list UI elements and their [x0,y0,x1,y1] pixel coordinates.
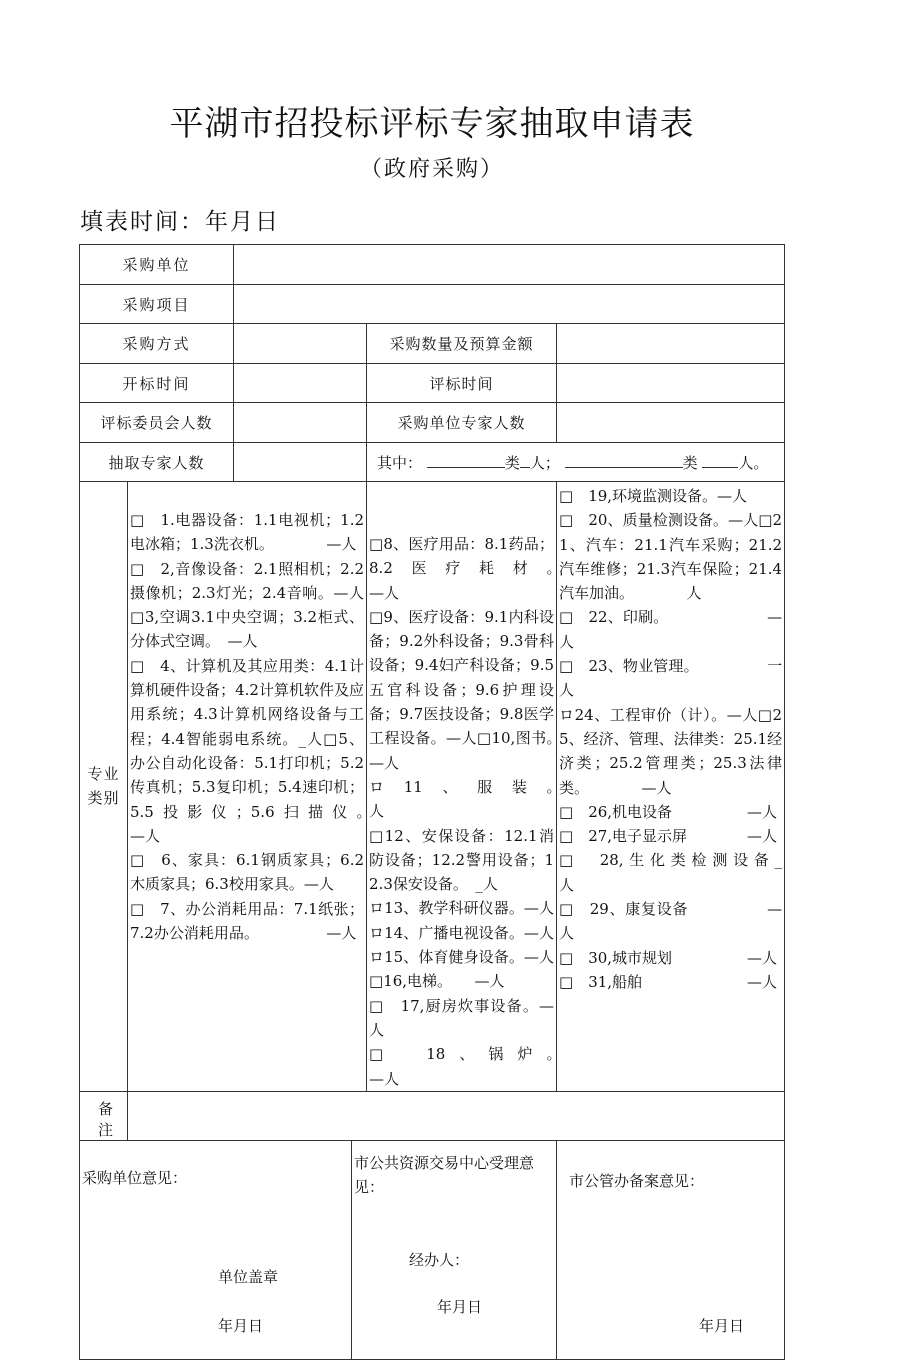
project-field[interactable] [234,285,785,324]
center-opinion-label-line1: 市公共资源交易中心受理意 [354,1153,535,1172]
unit-seal-label: 单位盖章 [218,1267,279,1286]
draw-count-label: 抽取专家人数 [80,443,234,482]
category-column-2 [367,482,557,1092]
quantity-budget-field[interactable] [557,324,785,364]
quantity-budget-label: 采购数量及预算金额 [367,324,557,364]
category-item[interactable]: ロ11、服装。 人 [369,777,555,821]
application-form-table [79,244,785,1360]
category-item[interactable]: □ 26,机电设备 —人 [559,802,778,821]
category-item[interactable]: □ 1.电器设备：1.1电视机；1.2电冰箱；1.3洗衣机。 —人 [130,511,365,554]
draw-person2-suffix: 人。 [738,453,769,472]
center-opinion-label-line2: 见： [354,1177,385,1196]
remarks-field[interactable] [128,1091,785,1140]
remarks-label: 备注 [80,1091,128,1140]
category-item[interactable]: □ 2,音像设备：2.1照相机；2.2摄像机；2.3灯光；2.4音响。—人□3,空调3.1中央空调；3.2柜式、分体式空调。 —人 [130,559,365,651]
category-label-line2: 类别 [87,789,120,808]
category-item[interactable]: □ 7、办公消耗用品：7.1纸张；7.2办公消耗用品。 —人 [130,899,365,943]
category-label-line1: 专业 [87,765,120,784]
draw-type1-suffix: 类 [504,453,520,472]
draw-type1-blank[interactable] [427,467,505,468]
category-item[interactable]: □8、医疗用品：8.1药品；8.2医疗耗材。 —人 [369,535,555,602]
purchaser-opinion-date: 年月日 [218,1316,264,1335]
bid-open-time-label: 开标时间 [80,364,234,403]
committee-count-field[interactable] [234,403,367,443]
category-item[interactable]: □ 27,电子显示屏 —人 [559,827,778,846]
category-item[interactable]: □ 6、家具：6.1钢质家具；6.2木质家具；6.3校用家具。—人 [130,851,365,894]
office-opinion-date: 年月日 [699,1316,745,1335]
draw-person2-blank[interactable] [702,467,738,468]
category-item[interactable]: □ 18、锅炉。 —人 [369,1045,555,1088]
category-item[interactable]: □9、医疗设备：9.1内科设备；9.2外科设备；9.3骨科设备；9.4妇产科设备；9.5五官科设备；9.6护理设备；9.7医技设备；9.8医学工程设备。—人□10,图书。 —人 [369,607,555,772]
method-label: 采购方式 [80,324,234,364]
category-item[interactable]: □ 30,城市规划 —人 [559,948,778,967]
category-label [80,482,128,1092]
draw-person1-suffix: 人； [529,453,560,472]
category-item[interactable]: □ 28,生化类检测设备_ 人 [559,851,783,894]
draw-breakdown [367,443,785,482]
draw-type2-blank[interactable] [565,467,683,468]
category-item[interactable]: □12、安保设备：12.1消防设备；12.2警用设备；12.3保安设备。 _人 [369,826,555,894]
handler-label: 经办人： [409,1250,470,1269]
center-opinion-date: 年月日 [437,1297,483,1316]
category-item[interactable]: □ 19,环境监测设备。—人 [559,487,748,505]
method-field[interactable] [234,324,367,364]
eval-time-label: 评标时间 [367,364,557,403]
category-item[interactable]: □ 17,厨房炊事设备。—人 [369,996,555,1039]
purchaser-expert-count-field[interactable] [557,403,785,443]
fill-time-label: 填表时间：年月日 [80,209,280,235]
category-item[interactable]: □ 31,船舶 —人 [559,972,778,991]
category-item[interactable]: □ 4、计算机及其应用类：4.1计算机硬件设备；4.2计算机软件及应用系统；4.3计算机网络设备与工程；4.4智能弱电系统。_人□5、办公自动化设备：5.1打印机；5.2传真机；5.3复印机；5.4速印机；5.5投影仪；5.6扫描仪。 —人 [130,656,365,845]
draw-person1-blank[interactable] [520,467,530,468]
category-item[interactable]: □ 22、印刷。 —人 [559,608,783,651]
office-opinion [557,1140,785,1359]
purchaser-field[interactable] [234,245,785,285]
purchaser-expert-count-label: 采购单位专家人数 [367,403,557,443]
committee-count-label: 评标委员会人数 [80,403,234,443]
purchaser-opinion-label: 采购单位意见： [82,1168,188,1187]
page-subtitle: （政府采购） [359,157,504,182]
eval-time-field[interactable] [557,364,785,403]
bid-open-time-field[interactable] [234,364,367,403]
category-item[interactable]: ロ24、工程审价（计）。—人□25、经济、管理、法律类：25.1经济类；25.2管理类；25.3法律类。 —人 [559,705,783,797]
office-opinion-label: 市公管办备案意见： [569,1171,705,1190]
page-title: 平湖市招投标评标专家抽取申请表 [169,104,695,144]
purchaser-label: 采购单位 [80,245,234,285]
category-column-1 [128,482,367,1092]
category-item[interactable]: ロ13、教学科研仪器。—人ロ14、广播电视设备。—人ロ15、体育健身设备。—人□16,电梯。 —人 [369,899,555,991]
draw-among-label: 其中： [377,453,423,472]
purchaser-opinion [80,1140,352,1359]
center-opinion [352,1140,557,1359]
draw-count-field[interactable] [234,443,367,482]
project-label: 采购项目 [80,285,234,324]
category-item[interactable]: □ 20、质量检测设备。—人□21、汽车：21.1汽车采购；21.2汽车维修；21.3汽车保险；21.4汽车加油。 人 [559,511,783,603]
draw-type2-suffix: 类 [682,453,698,472]
category-column-3 [557,482,785,1092]
category-item[interactable]: □ 23、物业管理。 一人 [559,657,783,700]
category-item[interactable]: □ 29、康复设备 —人 [559,900,783,943]
